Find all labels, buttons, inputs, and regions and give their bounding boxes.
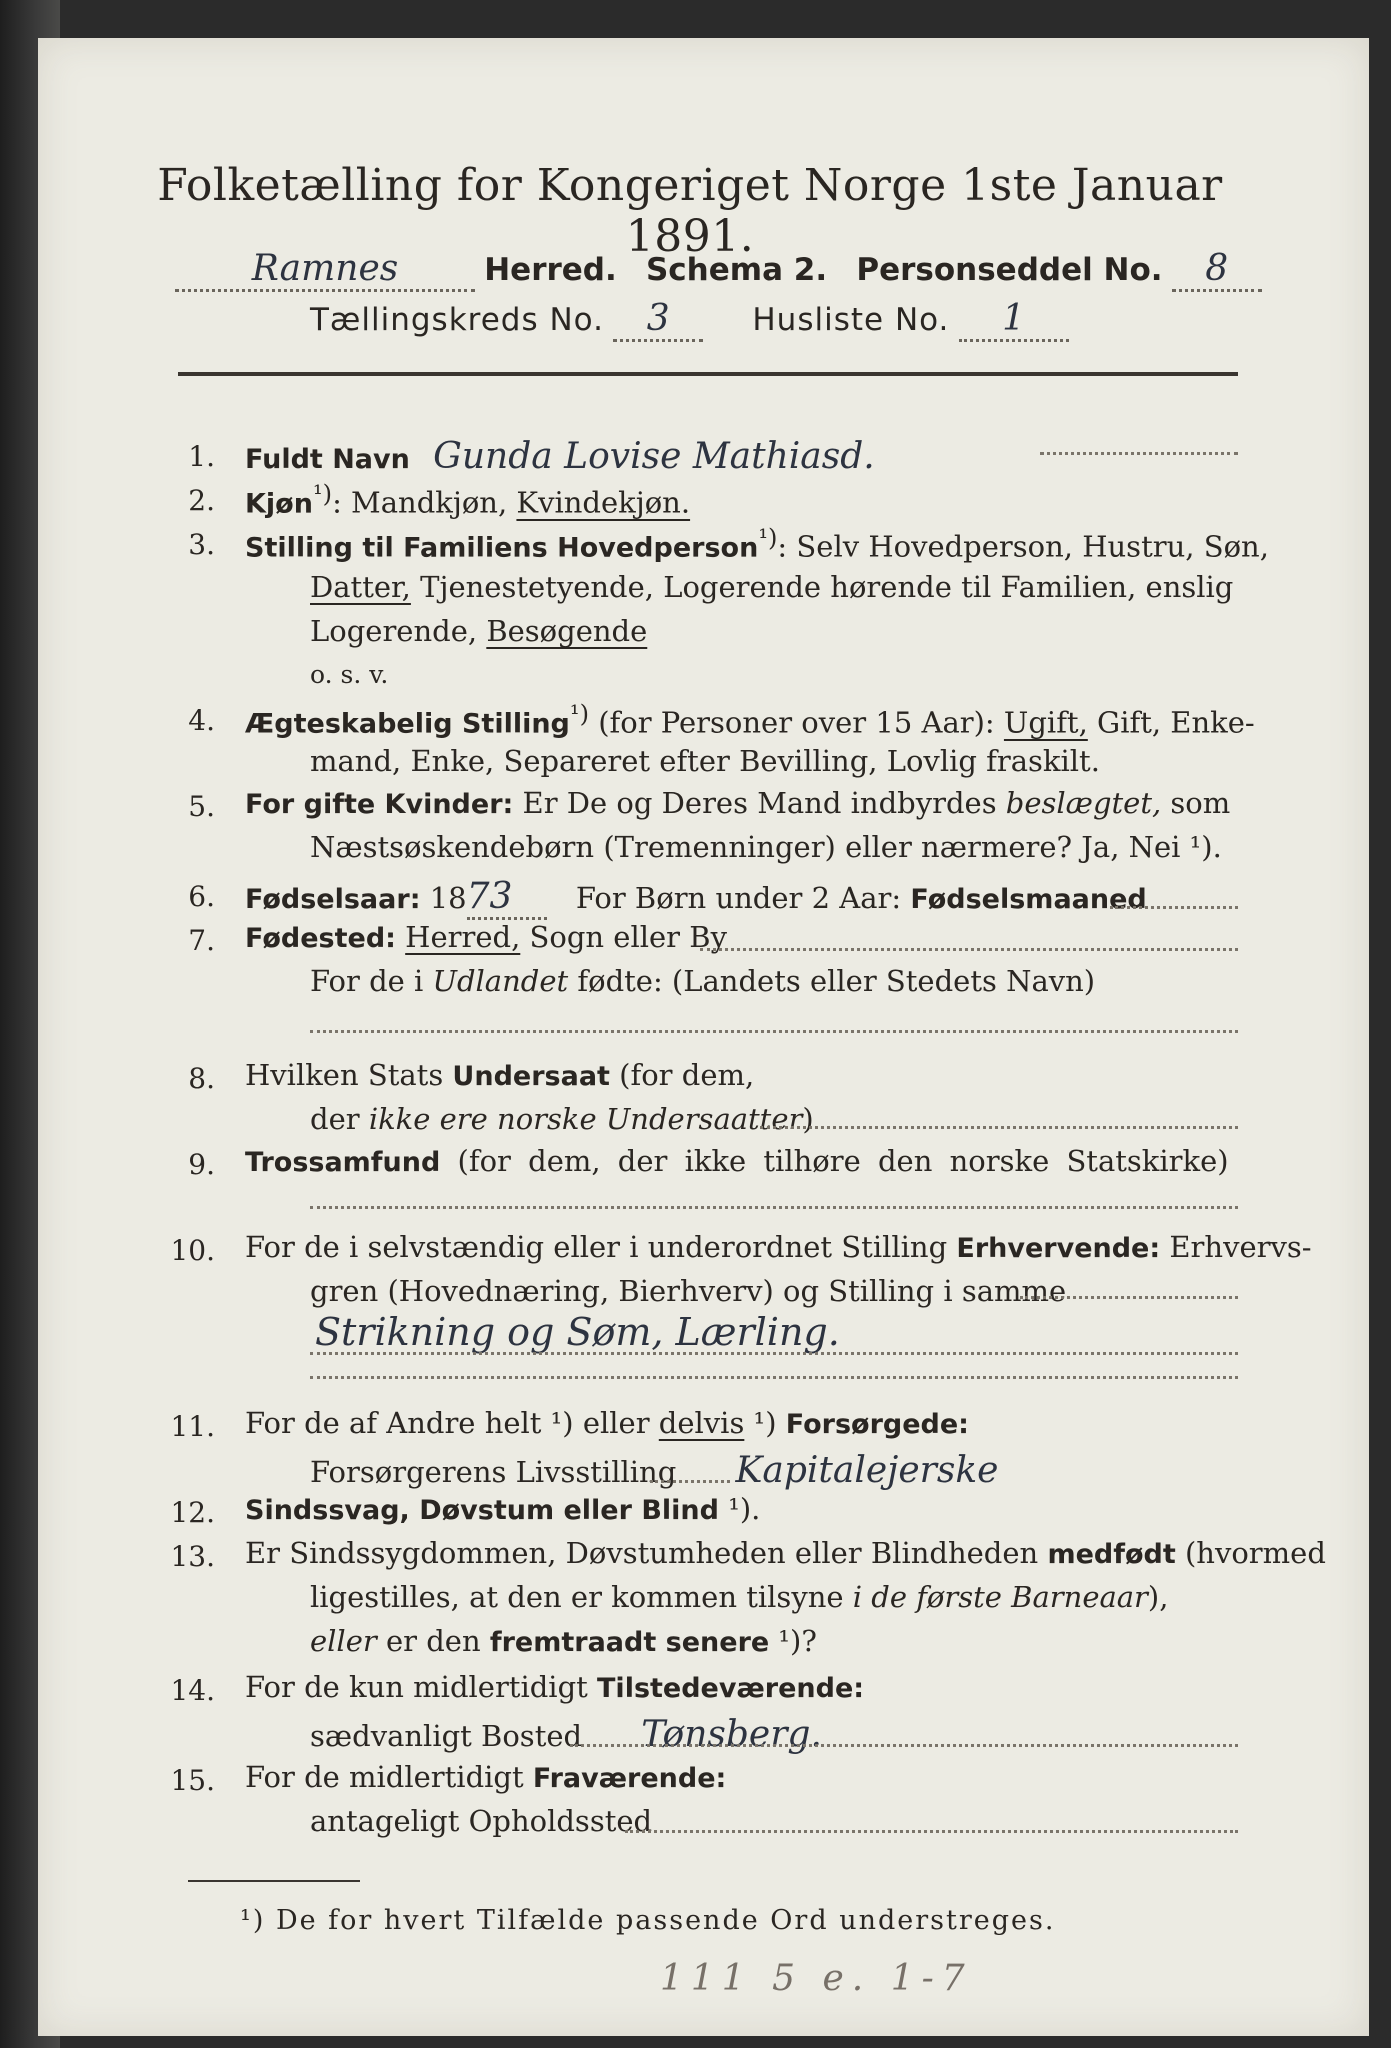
q13-number: 13. — [170, 1540, 215, 1573]
q14-number: 14. — [170, 1674, 215, 1707]
header-line-2 — [310, 298, 1069, 342]
q2-number: 2. — [188, 484, 215, 517]
q6-year-value: 73 — [467, 876, 547, 920]
q14-line-2 — [310, 1714, 822, 1755]
q7-dotline-2 — [310, 1030, 1238, 1033]
husliste-label: Husliste No. — [752, 302, 950, 338]
q1-row — [245, 436, 875, 477]
q14-bosted-value: Tønsberg. — [641, 1714, 822, 1755]
q7-text-2a: For de i — [310, 964, 433, 998]
form-title: Folketælling for Kongeriget Norge 1ste Januar 1891. — [157, 160, 1223, 262]
q15-label: Fraværende: — [532, 1763, 727, 1794]
q7-text-2b: fødte: (Landets eller Stedets Navn) — [568, 964, 1096, 998]
q9-dotline — [310, 1206, 1238, 1209]
q6-row — [245, 876, 1147, 920]
q15-line-1 — [245, 1760, 726, 1794]
q12-text: ¹). — [718, 1492, 761, 1526]
q4-text-2: mand, Enke, Separeret efter Bevilling, Lovlig fraskilt. — [310, 744, 1100, 778]
q10-text-1a: For de i selvstændig eller i underordnet Stilling — [245, 1230, 957, 1264]
q13-text-3b: ¹)? — [769, 1624, 817, 1658]
q3-text-3: Logerende, — [310, 614, 478, 648]
q12-label: Sindssvag, Døvstum eller Blind — [245, 1495, 719, 1526]
personseddel-value: 8 — [1172, 248, 1262, 292]
q14-dotline — [570, 1744, 1238, 1747]
q8-label: Undersaat — [452, 1061, 610, 1092]
q11-livsstilling-value: Kapitalejerske — [735, 1450, 999, 1491]
q12-row — [245, 1492, 760, 1526]
q10-number: 10. — [170, 1234, 215, 1267]
q5-text-italic: beslægtet, — [1005, 786, 1162, 820]
q14-line-1 — [245, 1670, 864, 1704]
footnote-rule — [188, 1880, 360, 1882]
pencil-note: 111 5 e. 1-7 — [660, 1958, 973, 1999]
q10-line-1 — [245, 1230, 1312, 1264]
q3-text-1: : Selv Hovedperson, Hustru, Søn, — [777, 529, 1269, 564]
header-rule — [178, 372, 1238, 376]
q7-line-2 — [310, 964, 1095, 998]
q8-line-1 — [245, 1058, 754, 1092]
q11-selected-delvis: delvis — [658, 1406, 745, 1440]
q13-label: medfødt — [1047, 1539, 1176, 1570]
q4-line-1 — [245, 700, 1255, 740]
q15-text-2: antageligt Opholdssted — [310, 1804, 653, 1838]
q14-text-1a: For de kun midlertidigt — [245, 1670, 598, 1704]
q9-text: (for dem, der ikke tilhøre den norske Statskirke) — [440, 1144, 1229, 1178]
q4-sup: ¹) — [569, 700, 589, 728]
q2-sup: ¹) — [312, 480, 333, 508]
herred-value: Ramnes — [175, 248, 475, 292]
q3-selected-datter: Datter, — [310, 570, 411, 604]
taellingskreds-value: 3 — [613, 298, 703, 342]
q11-text-2: Forsørgerens Livsstilling — [310, 1455, 677, 1489]
q12-number: 12. — [170, 1496, 215, 1529]
q13-text-1b: (hvormed — [1175, 1536, 1326, 1570]
personseddel-label: Personseddel No. — [856, 252, 1163, 288]
q13-text-italic: i de første Barneaar — [852, 1580, 1148, 1614]
q7-selected-herred: Herred, — [405, 920, 521, 954]
q15-number: 15. — [170, 1764, 215, 1797]
q10-text-1c: Erhvervs- — [1160, 1230, 1312, 1264]
q1-label: Fuldt Navn — [245, 444, 410, 475]
q13-text-2a: ligestilles, at den er kommen tilsyne — [310, 1580, 853, 1614]
q6-month-label: Fødselsmaaned — [910, 884, 1147, 915]
q8-number: 8. — [188, 1062, 215, 1095]
q11-text-1b: ¹) — [744, 1406, 786, 1440]
schema-label: Schema 2. — [645, 252, 828, 288]
q11-number: 11. — [170, 1410, 215, 1443]
q13-text-3a: er den — [376, 1624, 490, 1658]
q7-label: Fødested: — [245, 923, 396, 954]
q14-text-2: sædvanligt Bosted — [310, 1719, 583, 1753]
header-line-1 — [175, 248, 1262, 292]
q13-text-2b: ), — [1147, 1580, 1169, 1614]
q7-number: 7. — [188, 924, 215, 957]
q15-dotline — [625, 1830, 1238, 1833]
q5-text-2: Næstsøskendebørn (Tremenninger) eller nærmere? Ja, Nei ¹). — [310, 830, 1222, 864]
q5-line-1 — [245, 786, 1230, 820]
q5-text-1b: som — [1161, 786, 1231, 820]
q8-text-italic: ikke ere norske Undersaatter — [368, 1102, 803, 1136]
q14-label: Tilstedeværende: — [597, 1673, 865, 1704]
q9-number: 9. — [188, 1148, 215, 1181]
q1-number: 1. — [188, 440, 215, 473]
q10-label: Erhvervende: — [956, 1233, 1161, 1264]
q11-text-1a: For de af Andre helt ¹) eller — [245, 1406, 659, 1440]
q1-name-value: Gunda Lovise Mathiasd. — [433, 436, 875, 477]
q6-year-prefix: 18 — [429, 881, 467, 915]
q7-dotline-1 — [700, 948, 1238, 951]
q3-line-3 — [310, 614, 647, 648]
q3-line-2 — [310, 570, 1233, 604]
q3-label: Stilling til Familiens Hovedperson — [245, 532, 759, 564]
q10-text-2: gren (Hovednæring, Bierhverv) og Stilling i samme — [310, 1274, 1067, 1308]
q7-text-1: Sogn eller By — [520, 920, 727, 954]
q4-text-1b: Gift, Enke- — [1087, 705, 1255, 740]
footnote: ¹) De for hvert Tilfælde passende Ord understreges. — [240, 1905, 1056, 1936]
q10-dotline-2 — [310, 1352, 1238, 1355]
q8-text-2a: der — [310, 1102, 369, 1136]
q13-text-3-italic: eller — [310, 1624, 377, 1658]
q10-occupation-value: Strikning og Søm, Lærling. — [315, 1310, 840, 1354]
q3-text-2: Tjenestetyende, Logerende hørende til Familien, enslig — [410, 570, 1234, 604]
q9-label: Trossamfund — [245, 1147, 441, 1178]
q2-options: : Mandkjøn, — [332, 485, 508, 520]
q11-label: Forsørgede: — [785, 1409, 969, 1440]
husliste-value: 1 — [959, 298, 1069, 342]
q6-dotline — [1110, 906, 1238, 909]
q3-text-4: o. s. v. — [310, 660, 389, 689]
q4-number: 4. — [188, 704, 215, 737]
q15-text-1a: For de midlertidigt — [245, 1760, 533, 1794]
q13-line-2 — [310, 1580, 1168, 1614]
q2-selected-option: Kvindekjøn. — [516, 485, 691, 520]
q13-text-1a: Er Sindssygdommen, Døvstumheden eller Blindheden — [245, 1536, 1048, 1570]
q9-row — [245, 1144, 1229, 1178]
q2-label: Kjøn — [245, 488, 313, 520]
q6-text: For Børn under 2 Aar: — [575, 881, 902, 915]
q2-row — [245, 480, 690, 520]
q5-number: 5. — [188, 790, 215, 823]
q13-label-2: fremtraadt senere — [489, 1627, 770, 1658]
q8-text-2b: ) — [802, 1102, 814, 1136]
q3-selected-besogende: Besøgende — [486, 614, 648, 648]
herred-label: Herred. — [484, 252, 617, 288]
q5-text-1a: Er De og Deres Mand indbyrdes — [513, 786, 1006, 820]
q3-number: 3. — [188, 528, 215, 561]
q13-line-1 — [245, 1536, 1326, 1570]
q4-text-1a: (for Personer over 15 Aar): — [589, 705, 995, 740]
q4-label: Ægteskabelig Stilling — [245, 708, 570, 740]
q7-text-italic: Udlandet — [432, 964, 569, 998]
q3-sup: ¹) — [758, 524, 778, 552]
q8-text-1a: Hvilken Stats — [245, 1058, 453, 1092]
q6-label: Fødselsaar: — [245, 884, 421, 915]
q5-label: For gifte Kvinder: — [245, 789, 514, 820]
q6-number: 6. — [188, 880, 215, 913]
q8-line-2 — [310, 1102, 814, 1136]
q10-dotline-1 — [1020, 1296, 1238, 1299]
q3-line-1 — [245, 524, 1269, 564]
taellingskreds-label: Tællingskreds No. — [310, 302, 604, 338]
q11-line-2 — [310, 1450, 998, 1491]
q4-selected-ugift: Ugift, — [1003, 705, 1088, 740]
q13-line-3 — [310, 1624, 817, 1658]
q7-line-1 — [245, 920, 727, 954]
q8-dotline — [760, 1126, 1238, 1129]
q1-dotline — [1040, 452, 1238, 455]
q11-line-1 — [245, 1406, 969, 1440]
q10-dotline-3 — [310, 1376, 1238, 1379]
q11-dotline — [650, 1480, 730, 1483]
q8-text-1c: (for dem, — [609, 1058, 755, 1092]
